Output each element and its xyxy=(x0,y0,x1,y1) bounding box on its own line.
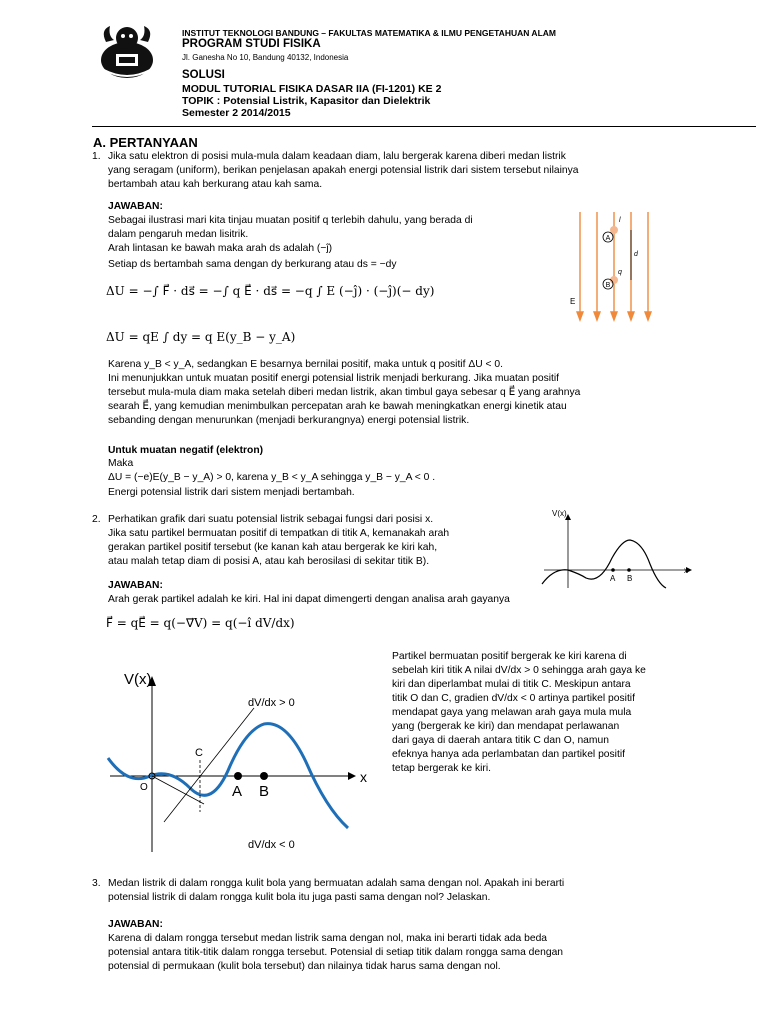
q2-p7: dari gaya di daerah antara titik C dan O, namun xyxy=(392,735,609,746)
q1-line3: bertambah atau kah berkurang atau kah sama. xyxy=(108,179,323,190)
q3-a2: potensial antara titik-titik dalam rongga tersebut. Potensial di setiap titik dalam rongga sama dengan xyxy=(108,947,564,958)
small-graph-ylabel: V(x) xyxy=(552,509,567,518)
q3-text xyxy=(108,877,708,905)
q2-p9: tetap bergerak ke kiri. xyxy=(392,763,492,774)
q1-negative-equation: ΔU = (−e)E(y_B − y_A) > 0, karena y_B < y_A sehingga y_B − y_A < 0 . xyxy=(108,472,436,483)
program-name: PROGRAM STUDI FISIKA xyxy=(182,38,321,50)
large-graph-positive-slope: dV/dx > 0 xyxy=(248,697,295,709)
point-b-dot xyxy=(260,772,268,780)
distance-d-label: d xyxy=(634,251,638,258)
field-arrow xyxy=(628,312,634,320)
q3-jawaban-label: JAWABAN: xyxy=(108,919,163,930)
large-graph-c-label: C xyxy=(195,747,203,759)
point-b-label: B xyxy=(605,282,611,289)
q1-line1: Jika satu elektron di posisi mula-mula dalam keadaan diam, lalu bergerak karena diberi medan listrik xyxy=(108,151,566,162)
q1-a1: Sebagai ilustrasi mari kita tinjau muatan positif q terlebih dahulu, yang berada di xyxy=(108,215,473,226)
q1-a3: Arah lintasan ke bawah maka arah ds adalah (−ĵ) xyxy=(108,243,333,254)
point-a-dot xyxy=(234,772,242,780)
q2-p6: yang (bergerak ke kiri) dan mendapat perlawanan xyxy=(392,721,620,732)
q1-text xyxy=(108,150,708,192)
large-graph-a-label: A xyxy=(232,783,243,800)
charge-q-label: q xyxy=(618,269,622,276)
q2-line2: Jika satu partikel bermuatan positif di tempatkan di titik A, kemanakah arah xyxy=(108,528,450,539)
q1-explanation xyxy=(108,358,708,428)
length-l-label: l xyxy=(619,217,621,224)
q1-a2: dalam pengaruh medan lisitrik. xyxy=(108,229,249,240)
field-arrow xyxy=(645,312,651,320)
q1-equation-2: ΔU = qE ∫ dy = q E(y_B − y_A) xyxy=(106,330,296,344)
q3-answer xyxy=(108,932,708,974)
field-arrow xyxy=(577,312,583,320)
large-graph-negative-slope: dV/dx < 0 xyxy=(248,839,295,851)
q1-k2: Ini menunjukkan untuk muatan positif energi potensial listrik menjadi berkurang. Jika muatan positif xyxy=(108,373,560,384)
q1-jawaban-label: JAWABAN: xyxy=(108,201,163,212)
small-graph-xlabel: x xyxy=(684,566,688,575)
q3-a3: potensial di permukaan (kulit bola tersebut) dan nilainya tidak harus sama dengan nol. xyxy=(108,961,501,972)
field-arrow xyxy=(594,312,600,320)
q2-jawaban-label: JAWABAN: xyxy=(108,580,163,591)
q2-p5: mendapat gaya yang melawan arah gaya mula mula xyxy=(392,707,632,718)
q2-p2: sebelah kiri titik A nilai dV/dx > 0 sehingga arah gaya ke xyxy=(392,665,646,676)
q2-answer-intro: Arah gerak partikel adalah ke kiri. Hal ini dapat dimengerti dengan analisa arah gayanya xyxy=(108,594,510,605)
modul-title: MODUL TUTORIAL FISIKA DASAR IIA (FI-1201) KE 2 xyxy=(182,83,442,95)
address: Jl. Ganesha No 10, Bandung 40132, Indonesia xyxy=(182,53,349,62)
large-graph-xlabel: x xyxy=(360,769,367,785)
q2-p3: kiri dan diperlambat mulai di titik C. Meskipun antara xyxy=(392,679,631,690)
small-potential-graph xyxy=(538,506,698,590)
itb-logo xyxy=(96,20,158,82)
large-graph-ylabel: V(x) xyxy=(124,671,152,688)
q3-a1: Karena di dalam rongga tersebut medan listrik sama dengan nol, maka ini berarti tidak ada beda xyxy=(108,933,548,944)
point-a-label: A xyxy=(605,235,611,242)
small-graph-a-label: A xyxy=(610,574,616,583)
small-curve xyxy=(542,540,666,588)
q3-number: 3. xyxy=(92,878,101,889)
institution-name: INSTITUT TEKNOLOGI BANDUNG – FAKULTAS MATEMATIKA & ILMU PENGETAHUAN ALAM xyxy=(182,28,556,38)
q1-negative-title: Untuk muatan negatif (elektron) xyxy=(108,445,264,456)
small-graph-b-label: B xyxy=(627,574,633,583)
large-potential-graph xyxy=(104,662,374,862)
q1-k5: sebanding dengan menurunkan (menjadi berkurangnya) energi potensial listrik. xyxy=(108,415,470,426)
q1-a4: Setiap ds bertambah sama dengan dy berkurang atau ds = −dy xyxy=(108,259,397,270)
q2-explanation xyxy=(392,650,704,776)
q1-k3: tersebut mula-mula diam maka setelah diberi medan listrik, akan timbul gaya sebesar q E⃗ yang arahnya xyxy=(108,387,581,398)
q1-maka: Maka xyxy=(108,458,134,469)
q1-answer-intro xyxy=(108,214,568,272)
q2-line1: Perhatikan grafik dari suatu potensial listrik sebagai fungsi dari posisi x. xyxy=(108,514,434,525)
q1-k1: Karena y_B < y_A, sedangkan E besarnya bernilai positif, maka untuk q positif ΔU < 0. xyxy=(108,359,503,370)
q2-line3: gerakan partikel positif tersebut (ke kanan kah atau bergerak ke kiri kah, xyxy=(108,542,438,553)
field-arrow xyxy=(611,312,617,320)
q1-equation-1: ΔU = −∫ F⃗ · ds⃗ = −∫ q E⃗ · ds⃗ = −q ∫ E (−ĵ) · (−ĵ)(− dy) xyxy=(106,284,435,298)
q1-negative-conclusion: Energi potensial listrik dari sistem menjadi bertambah. xyxy=(108,487,355,498)
q2-p1: Partikel bermuatan positif bergerak ke kiri karena di xyxy=(392,651,627,662)
field-lines-figure xyxy=(570,208,670,326)
header-rule xyxy=(92,126,756,127)
q3-line2: potensial listrik di dalam rongga kulit bola itu juga pasti sama dengan nol? Jelaskan. xyxy=(108,892,491,903)
section-title: A. PERTANYAAN xyxy=(93,135,198,150)
q2-p4: titik O dan C, gradien dV/dx < 0 artinya partikel positif xyxy=(392,693,635,704)
tangent-line-2 xyxy=(164,708,254,822)
q2-line4: atau malah tetap diam di posisi A, atau kah berosilasi di sekitar titik B). xyxy=(108,556,430,567)
field-e-label: E xyxy=(570,297,576,306)
q2-text xyxy=(108,513,528,569)
semester-title: Semester 2 2014/2015 xyxy=(182,107,291,119)
q3-line1: Medan listrik di dalam rongga kulit bola yang bermuatan adalah sama dengan nol. Apakah ini berarti xyxy=(108,878,565,889)
solusi-title: SOLUSI xyxy=(182,69,225,81)
q2-p8: efeknya hanya ada perlambatan dan partikel positif xyxy=(392,749,625,760)
q1-k4: searah E⃗, yang kemudian menimbulkan percepatan arah ke bawah meningkatkan energi kinetik atau xyxy=(108,401,567,412)
large-graph-origin-label: O xyxy=(140,782,148,793)
q2-force-equation: F⃗ = qE⃗ = q(−∇⃗V) = q(−î dV/dx) xyxy=(106,616,295,630)
q2-number: 2. xyxy=(92,514,101,525)
q1-line2: yang seragam (uniform), berikan penjelasan apakah energi potensial listrik dari sistem tersebut nilainya xyxy=(108,165,579,176)
topik-title: TOPIK : Potensial Listrik, Kapasitor dan Dielektrik xyxy=(182,95,431,107)
q1-number: 1. xyxy=(92,151,101,162)
large-graph-b-label: B xyxy=(259,783,270,800)
